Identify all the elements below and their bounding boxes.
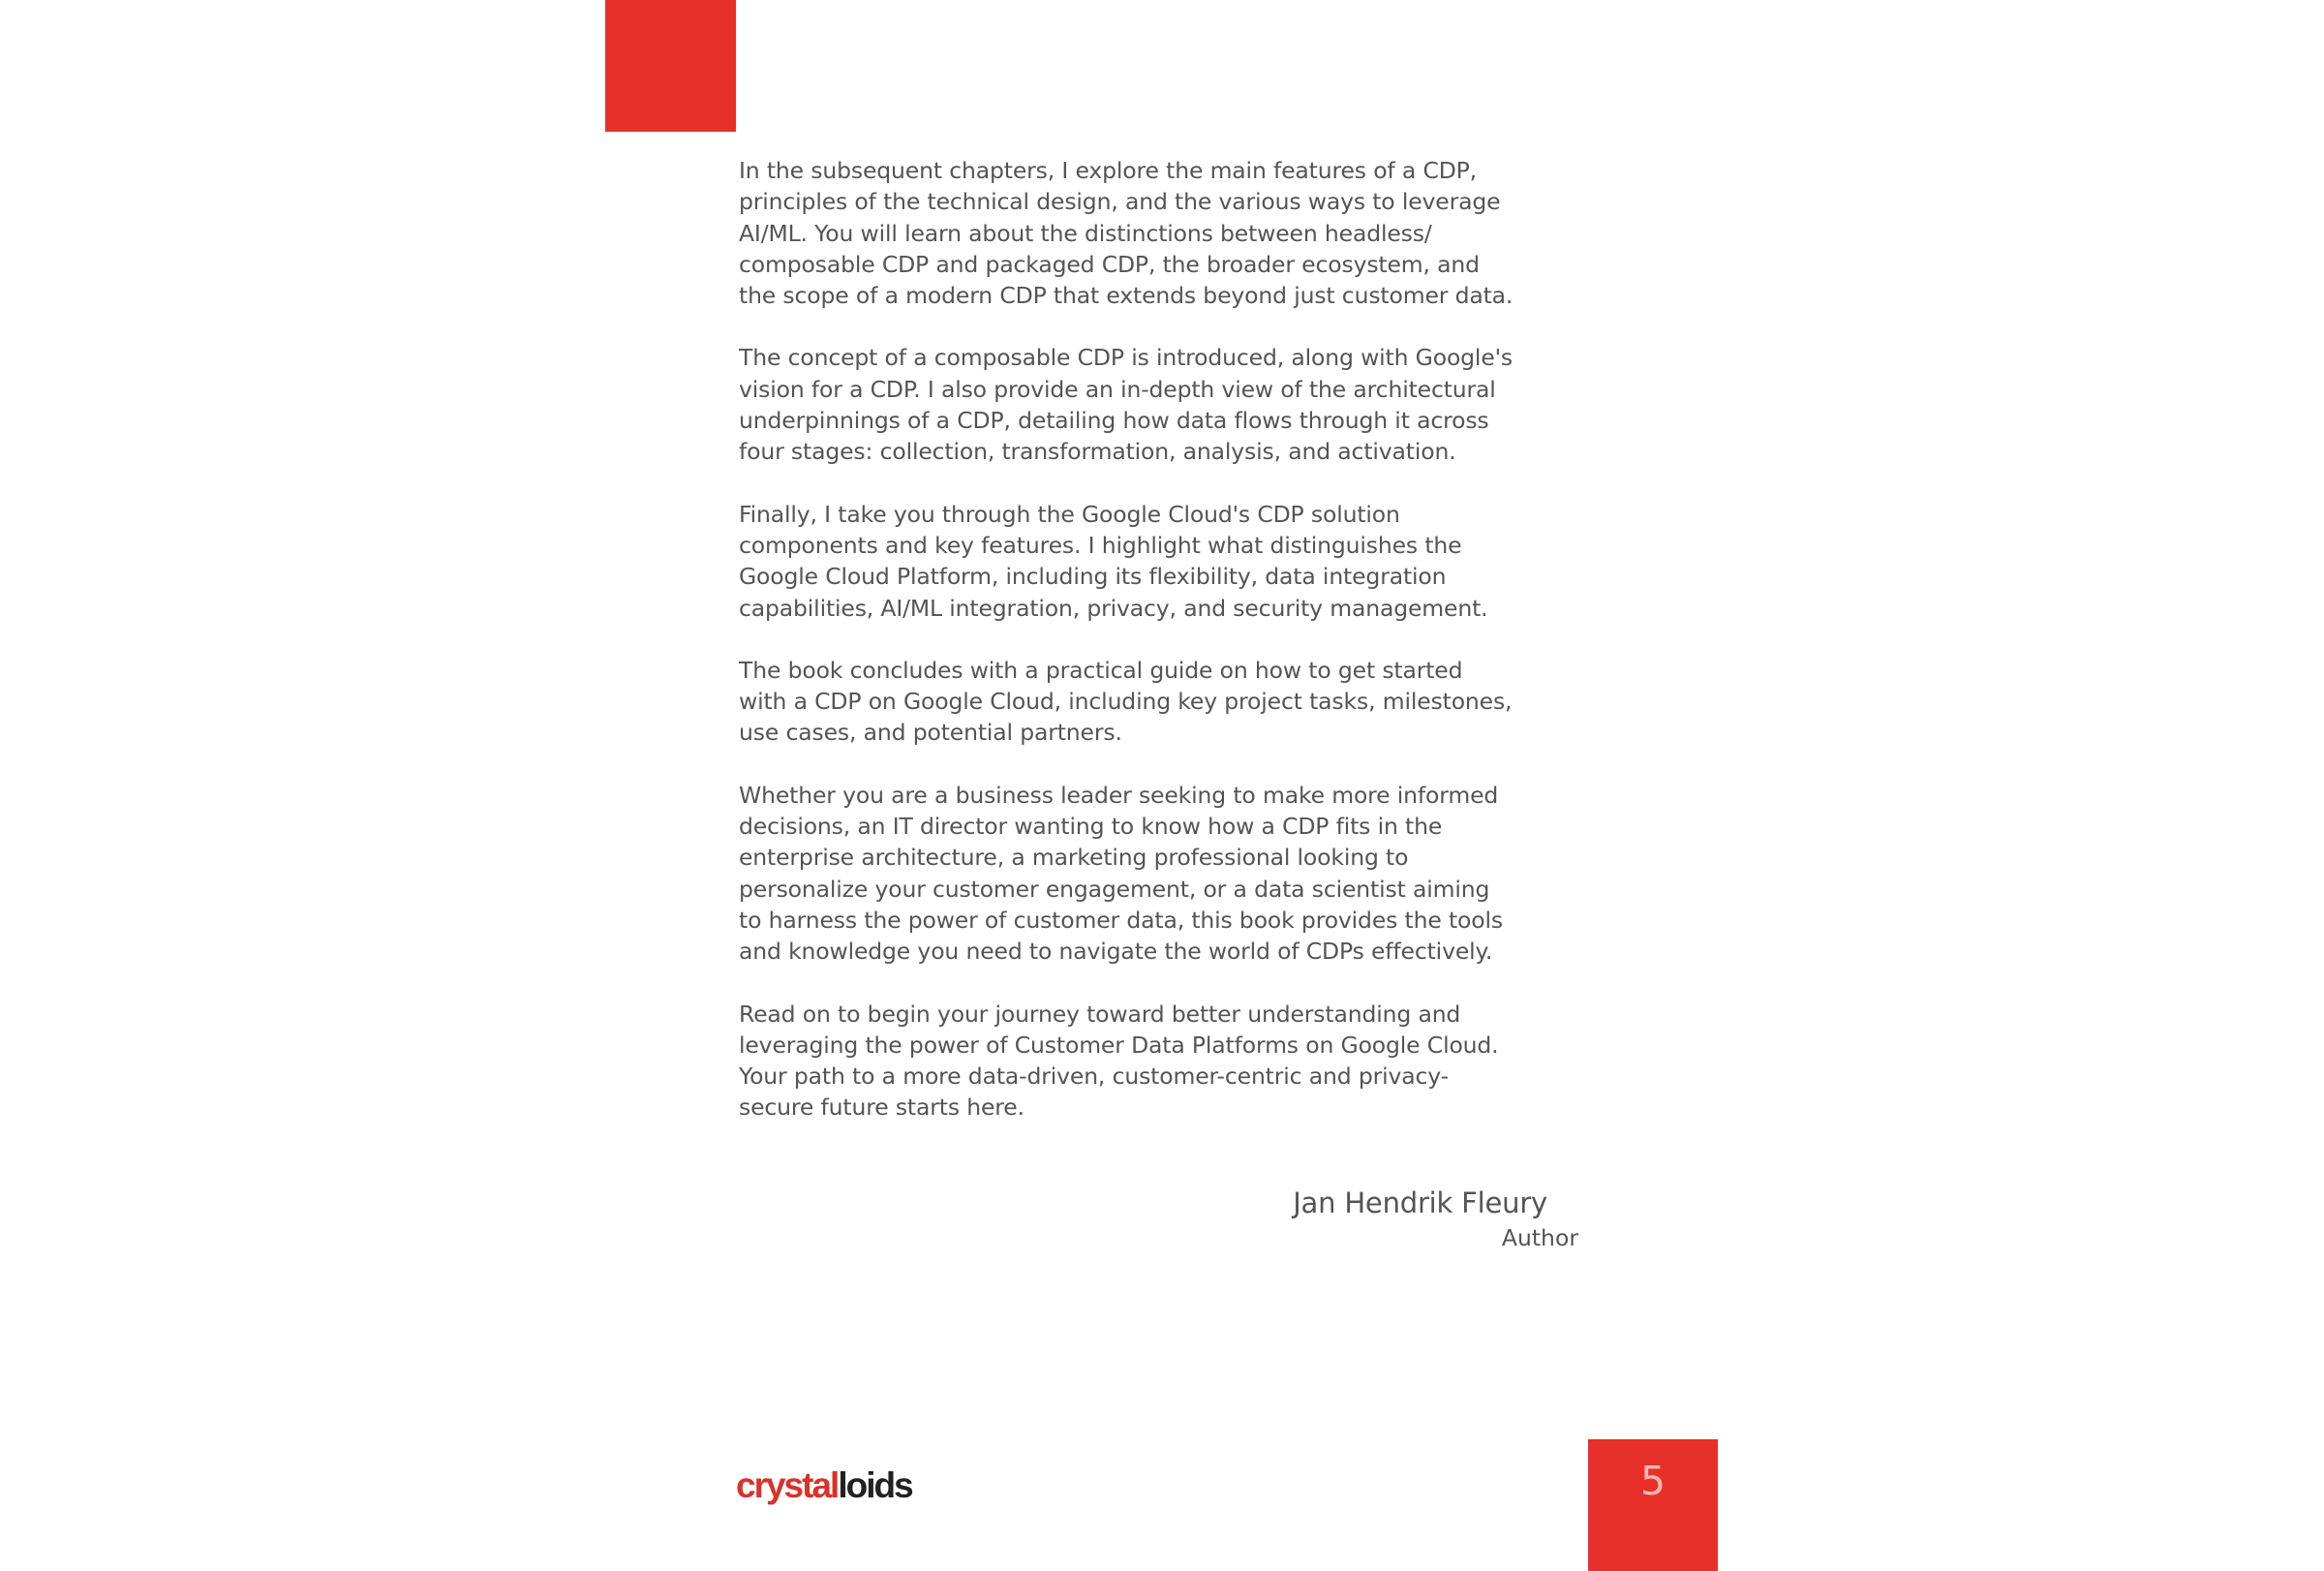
paragraph: Whether you are a business leader seeking to make more informed decisions, an IT director wanting to know how a CDP fits in the enterprise architecture, a marketing professional looking to personalize your customer engagement, or a data scientist aiming to harness the power of customer data, this book provides the tools and knowledge you need to navigate the world of CDPs effectively. [739, 781, 1503, 966]
crystalloids-logo [736, 1464, 912, 1507]
author-role: Author [1501, 1224, 1578, 1251]
author-name: Jan Hendrik Fleury [1293, 1186, 1547, 1219]
page-number-box [1588, 1439, 1718, 1571]
paragraph: Finally, I take you through the Google Cloud's CDP solution components and key features. I highlight what distinguishes the Google Cloud Platform, including its flexibility, data integration capabilities, AI/ML integration, privacy, and security management. [739, 500, 1488, 622]
logo-part-loids: loids [838, 1465, 912, 1505]
logo-part-crystal: crystal [736, 1465, 839, 1505]
paragraph: The concept of a composable CDP is introduced, along with Google's vision for a CDP. I also provide an in-depth view of the architectural underpinnings of a CDP, detailing how data flows through it across four stages: collection, transformation, analysis, and activation. [739, 344, 1514, 466]
paragraph: Read on to begin your journey toward better understanding and leveraging the power of Customer Data Platforms on Google Cloud. Your path to a more data-driven, customer-centric and privacy-secure future starts here. [739, 1000, 1499, 1122]
paragraph: In the subsequent chapters, I explore the main features of a CDP, principles of the technical design, and the various ways to leverage AI/ML. You will learn about the distinctions between headless/ composable CDP and packaged CDP, the broader ecosystem, and the scope of a modern CDP that extends beyond just customer data. [739, 157, 1514, 310]
top-accent-block [605, 0, 736, 132]
body-text [739, 155, 1514, 1155]
page-number: 5 [1639, 1458, 1667, 1504]
author-signature [1162, 1184, 1578, 1253]
paragraph: The book concludes with a practical guide on how to get started with a CDP on Google Cloud, including key project tasks, milestones, use cases, and potential partners. [739, 656, 1513, 747]
